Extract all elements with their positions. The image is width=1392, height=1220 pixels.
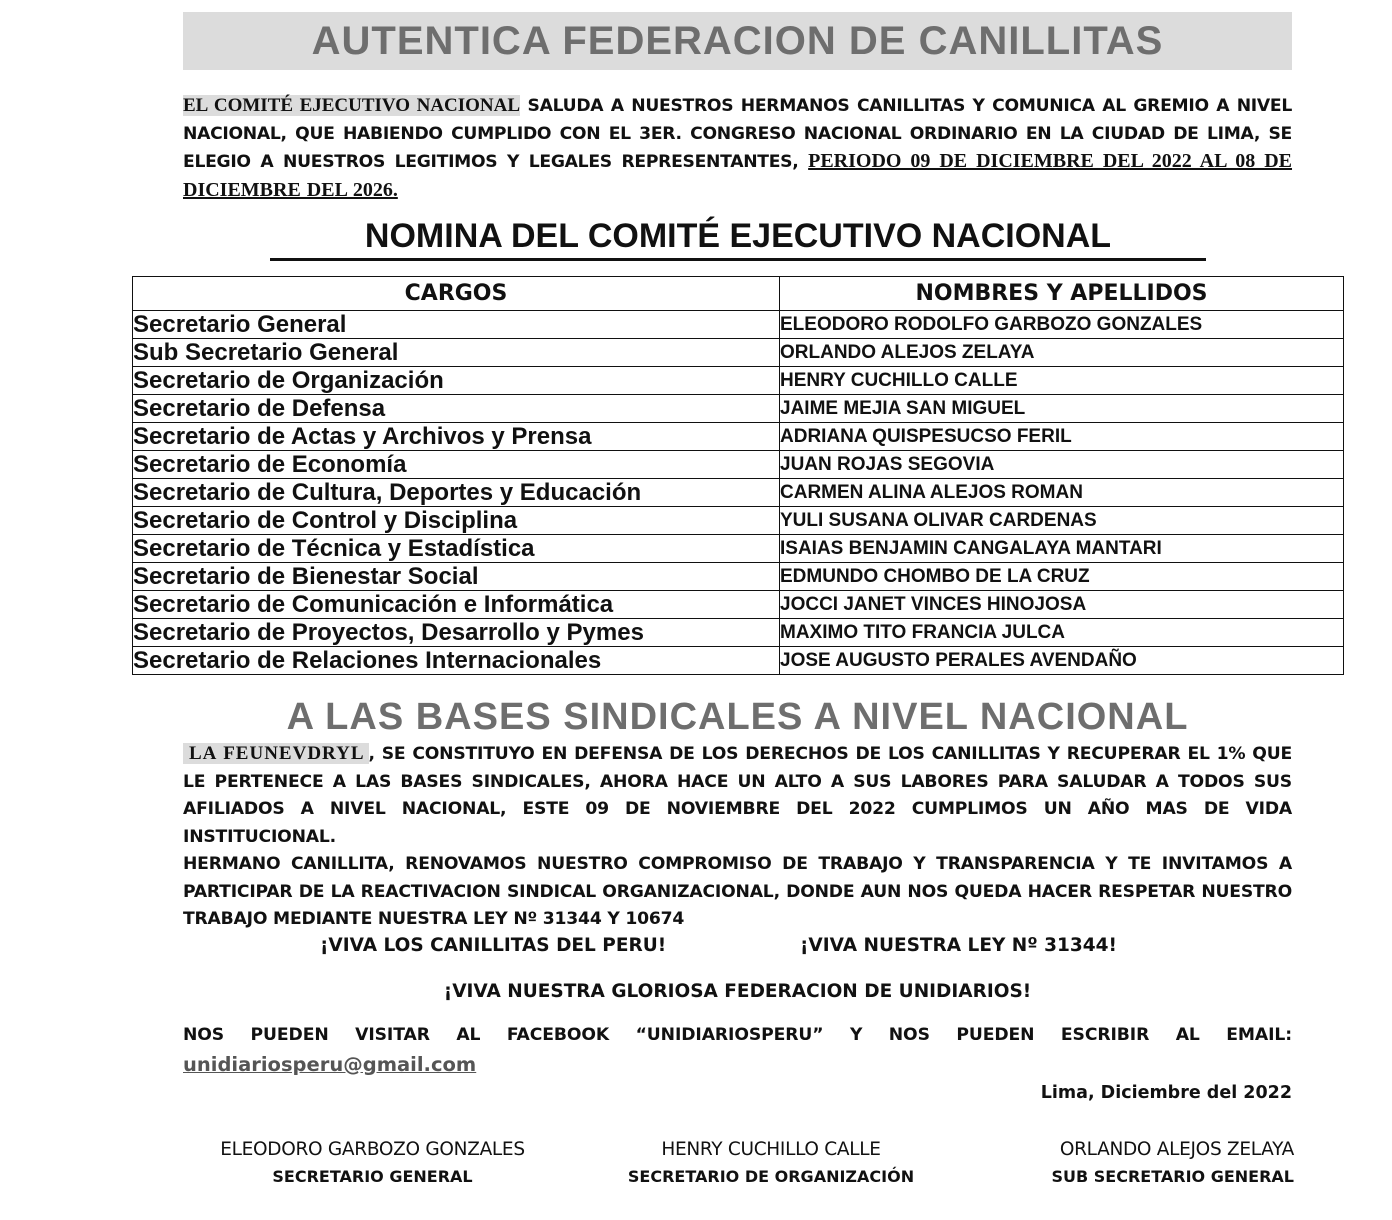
cargo-cell: Secretario de Relaciones Internacionales (133, 647, 780, 675)
nombre-cell: ORLANDO ALEJOS ZELAYA (780, 339, 1344, 367)
intro-highlight: EL COMITÉ EJECUTIVO NACIONAL (183, 95, 521, 116)
table-row (133, 311, 1344, 339)
table-row (133, 647, 1344, 675)
nombre-cell: JOSE AUGUSTO PERALES AVENDAÑO (780, 647, 1344, 675)
body-paragraph-1 (183, 740, 1292, 851)
nombre-cell: ISAIAS BENJAMIN CANGALAYA MANTARI (780, 535, 1344, 563)
signature-name: ORLANDO ALEJOS ZELAYA (1059, 1139, 1294, 1160)
nombre-cell: HENRY CUCHILLO CALLE (780, 367, 1344, 395)
viva-ley: ¡VIVA NUESTRA LEY Nº 31344! (800, 935, 1117, 956)
table-row (133, 535, 1344, 563)
email-link[interactable]: unidiariosperu@gmail.com (183, 1053, 477, 1076)
contact-text: NOS PUEDEN VISITAR AL FACEBOOK “UNIDIARIOSPERU” Y NOS PUEDEN ESCRIBIR AL EMAIL: (183, 1025, 1292, 1045)
cargo-cell: Secretario de Proyectos, Desarrollo y Pymes (133, 619, 780, 647)
table-row (133, 339, 1344, 367)
cargo-cell: Sub Secretario General (133, 339, 780, 367)
committee-table (132, 276, 1344, 675)
signature-role: SECRETARIO GENERAL (272, 1167, 473, 1186)
nombre-cell: JAIME MEJIA SAN MIGUEL (780, 395, 1344, 423)
cargo-cell: Secretario de Organización (133, 367, 780, 395)
nombre-cell: MAXIMO TITO FRANCIA JULCA (780, 619, 1344, 647)
bases-heading: A LAS BASES SINDICALES A NIVEL NACIONAL (286, 696, 1189, 738)
body-paragraphs (183, 740, 1292, 934)
body-paragraph-2: HERMANO CANILLITA, RENOVAMOS NUESTRO COMPROMISO DE TRABAJO Y TRANSPARENCIA Y TE INVITAMOS A PARTICIPAR DE LA REACTIVACION SINDICAL ORGANIZACIONAL, DONDE AUN NOS QUEDA HACER RESPETAR NUESTRO TRABAJO MEDIANTE NUESTRA LEY Nº 31344 Y 10674 (183, 854, 1292, 929)
table-row (133, 563, 1344, 591)
signature-block (1020, 1136, 1294, 1190)
place-date: Lima, Diciembre del 2022 (1040, 1083, 1292, 1103)
table-row (133, 451, 1344, 479)
cargo-cell: Secretario de Control y Disciplina (133, 507, 780, 535)
signature-role: SECRETARIO DE ORGANIZACIÓN (627, 1167, 915, 1186)
cargo-cell: Secretario de Cultura, Deportes y Educación (133, 479, 780, 507)
table-header-row (133, 277, 1344, 311)
intro-period: PERIODO 09 DE DICIEMBRE DEL 2022 AL 08 DE DICIEMBRE DEL 2026. (183, 150, 1293, 201)
header-cargos: CARGOS (133, 277, 780, 311)
document-title: AUTENTICA FEDERACION DE CANILLITAS (311, 19, 1164, 63)
signature-block (612, 1136, 930, 1190)
header-nombres: NOMBRES Y APELLIDOS (780, 277, 1344, 311)
nombre-cell: JUAN ROJAS SEGOVIA (780, 451, 1344, 479)
nombre-cell: CARMEN ALINA ALEJOS ROMAN (780, 479, 1344, 507)
body-text-1: , SE CONSTITUYO EN DEFENSA DE LOS DERECHOS DE LOS CANILLITAS Y RECUPERAR EL 1% QUE LE PERTENECE A LAS BASES SINDICALES, AHORA HACE UN ALTO A SUS LABORES PARA SALUDAR A TODOS SUS AFILIADOS A NIVEL NACIONAL, ESTE 09 DE NOVIEMBRE DEL 2022 CUMPLIMOS UN AÑO MAS DE VIDA INSTITUCIONAL. (183, 744, 1293, 847)
table-row (133, 591, 1344, 619)
cargo-cell: Secretario de Defensa (133, 395, 780, 423)
cargo-cell: Secretario de Bienestar Social (133, 563, 780, 591)
header-banner (183, 12, 1292, 70)
nombre-cell: JOCCI JANET VINCES HINOJOSA (780, 591, 1344, 619)
nombre-cell: ELEODORO RODOLFO GARBOZO GONZALES (780, 311, 1344, 339)
signature-name: HENRY CUCHILLO CALLE (661, 1139, 881, 1160)
signature-name: ELEODORO GARBOZO GONZALES (220, 1139, 525, 1160)
signature-block (200, 1136, 545, 1190)
table-row (133, 395, 1344, 423)
cargo-cell: Secretario de Economía (133, 451, 780, 479)
table-row (133, 479, 1344, 507)
cargo-cell: Secretario de Comunicación e Informática (133, 591, 780, 619)
nombre-cell: ADRIANA QUISPESUCSO FERIL (780, 423, 1344, 451)
cargo-cell: Secretario General (133, 311, 780, 339)
viva-federacion: ¡VIVA NUESTRA GLORIOSA FEDERACION DE UNIDIARIOS! (443, 981, 1032, 1002)
viva-canillitas: ¡VIVA LOS CANILLITAS DEL PERU! (320, 935, 667, 956)
cargo-cell: Secretario de Actas y Archivos y Prensa (133, 423, 780, 451)
nombre-cell: EDMUNDO CHOMBO DE LA CRUZ (780, 563, 1344, 591)
nombre-cell: YULI SUSANA OLIVAR CARDENAS (780, 507, 1344, 535)
cargo-cell: Secretario de Técnica y Estadística (133, 535, 780, 563)
table-row (133, 507, 1344, 535)
intro-paragraph (183, 92, 1292, 205)
table-row (133, 423, 1344, 451)
intro-text: SALUDA A NUESTROS HERMANOS CANILLITAS Y COMUNICA AL GREMIO A NIVEL NACIONAL, QUE HABIENDO CUMPLIDO CON EL 3ER. CONGRESO NACIONAL ORDINARIO EN LA CIUDAD DE LIMA, SE ELEGIO A NUESTROS LEGITIMOS Y LEGALES REPRESENTANTES, (183, 96, 1292, 172)
nomina-heading: NOMINA DEL COMITÉ EJECUTIVO NACIONAL (270, 214, 1206, 261)
table-row (133, 367, 1344, 395)
body-highlight: LA FEUNEVDRYL (183, 743, 369, 764)
table-row (133, 619, 1344, 647)
signature-role: SUB SECRETARIO GENERAL (1051, 1167, 1294, 1186)
